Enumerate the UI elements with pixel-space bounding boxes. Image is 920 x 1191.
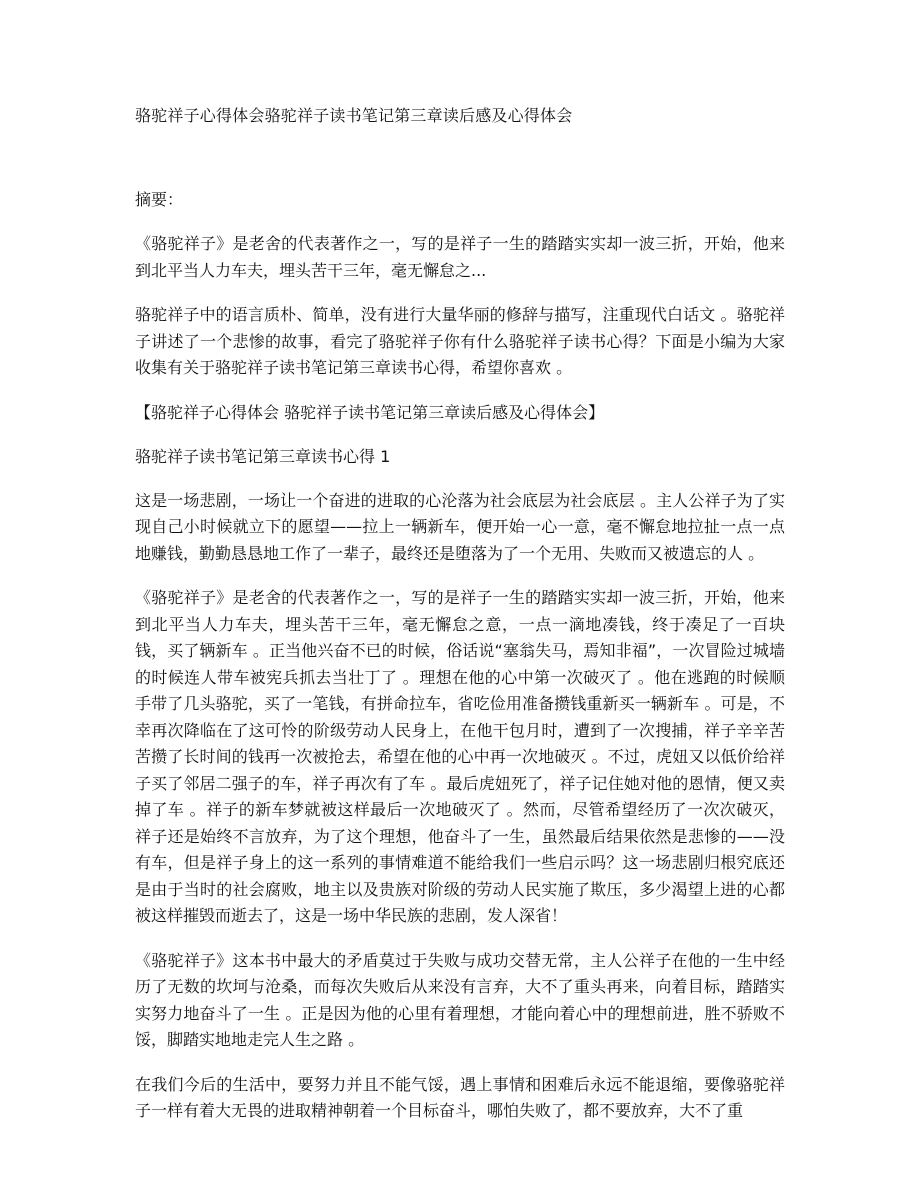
document-page <box>135 103 785 1143</box>
body-paragraph-2: 《骆驼祥子》是老舍的代表著作之一，写的是祥子一生的踏踏实实却一波三折，开始，他来到北平当人力车夫，埋头苦干三年，毫无懈怠之意，一点一滴地凑钱，终于凑足了一百块钱，买了辆新车 。正当他兴奋不已的时候，俗话说“塞翁失马，焉知非福”，一次冒险过城墙的时候连人带车被宪兵抓去当壮丁了 。理想在他的心中第一次破灭了 。他在逃跑的时候顺手带了几头骆驼，买了一笔钱，有拼命拉车，省吃俭用准备攒钱重新买一辆新车 。可是，不幸再次降临在了这可怜的阶级劳动人民身上，在他干包月时，遭到了一次搜捕，祥子辛辛苦苦攒了长时间的钱再一次被抢去，希望在他的心中再一次地破灭 。不过，虎妞又以低价给祥子买了邻居二强子的车，祥子再次有了车 。最后虎妞死了，祥子记住她对他的恩情，便又卖掉了车 。祥子的新车梦就被这样最后一次地破灭了 。然而，尽管希望经历了一次次破灭，祥子还是始终不言放弃，为了这个理想，他奋斗了一生，虽然最后结果依然是悲惨的——没有车，但是祥子身上的这一系列的事情难道不能给我们一些启示吗？这一场悲剧归根究底还是由于当时的社会腐败，地主以及贵族对阶级的劳动人民实施了欺压，多少渴望上进的心都被这样摧毁而逝去了，这是一场中华民族的悲剧，发人深省！ <box>135 588 785 925</box>
subheading: 骆驼祥子读书笔记第三章读书心得 1 <box>135 446 391 466</box>
abstract-text: 《骆驼祥子》是老舍的代表著作之一，写的是祥子一生的踏踏实实却一波三折，开始，他来到北平当人力车夫，埋头苦干三年，毫无懈怠之... <box>135 234 785 280</box>
document-title: 骆驼祥子心得体会骆驼祥子读书笔记第三章读后感及心得体会 <box>135 106 573 125</box>
section-title: 【骆驼祥子心得体会 骆驼祥子读书笔记第三章读后感及心得体会】 <box>135 402 605 422</box>
body-paragraph-1: 这是一场悲剧，一场让一个奋进的进取的心沦落为社会底层为社会底层 。主人公祥子为了实现自己小时候就立下的愿望——拉上一辆新车，便开始一心一意，毫不懈怠地拉扯一点一点地赚钱，勤勤恳恳地工作了一辈子，最终还是堕落为了一个无用、失败而又被遗忘的人 。 <box>135 490 785 563</box>
abstract-label: 摘要： <box>135 190 184 209</box>
intro-paragraph: 骆驼祥子中的语言质朴、简单，没有进行大量华丽的修辞与描写，注重现代白话文 。骆驼祥子讲述了一个悲惨的故事，看完了骆驼祥子你有什么骆驼祥子读书心得？下面是小编为大家收集有关于骆驼祥子读书笔记第三章读书心得，希望你喜欢 。 <box>135 305 785 377</box>
body-paragraph-3: 《骆驼祥子》这本书中最大的矛盾莫过于失败与成功交替无常，主人公祥子在他的一生中经历了无数的坎坷与沧桑，而每次失败后从来没有言弃，大不了重头再来，向着目标，踏踏实实努力地奋斗了一生 。正是因为他的心里有着理想，才能向着心中的理想前进，胜不骄败不馁，脚踏实地地走完人生之路 。 <box>135 950 785 1049</box>
body-paragraph-4: 在我们今后的生活中，要努力并且不能气馁，遇上事情和困难后永远不能退缩，要像骆驼祥子一样有着大无畏的进取精神朝着一个目标奋斗，哪怕失败了，都不要放弃，大不了重 <box>135 1074 785 1120</box>
